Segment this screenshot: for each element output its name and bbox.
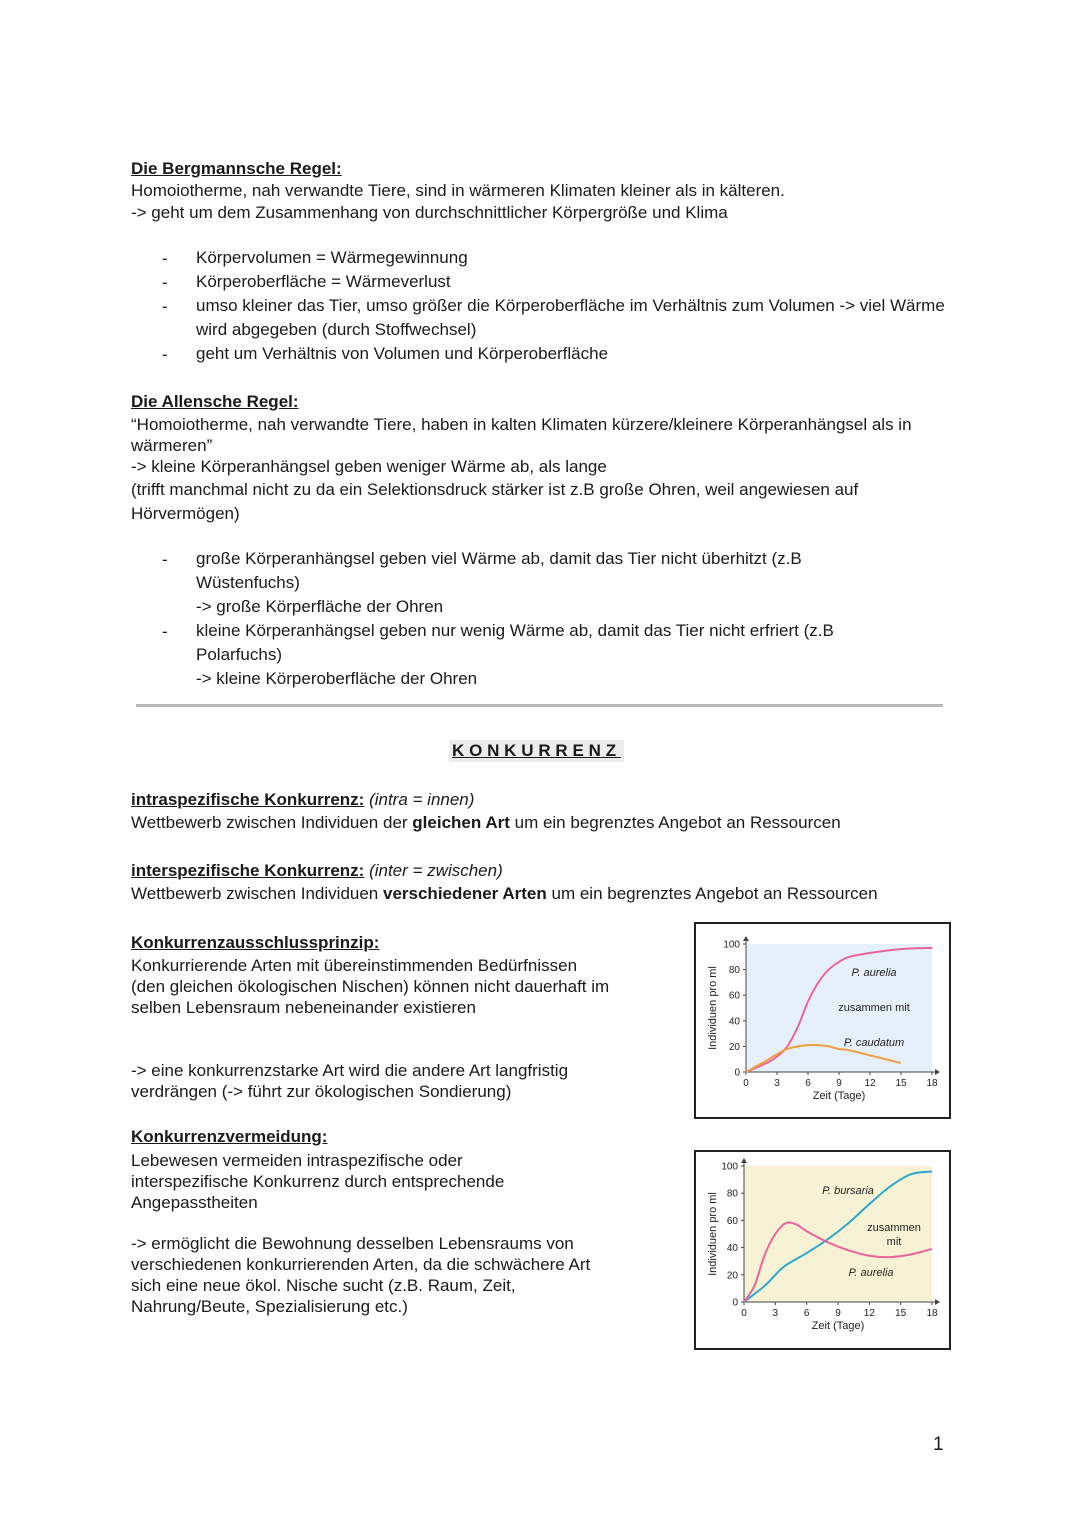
x-tick-label: 0 bbox=[741, 1308, 747, 1319]
inter-note: (inter = zwischen) bbox=[369, 861, 503, 880]
y-tick-label: 0 bbox=[734, 1067, 740, 1079]
x-tick-label: 12 bbox=[863, 1308, 875, 1319]
intra-text: um ein begrenztes Angebot an Ressourcen bbox=[509, 813, 841, 832]
x-tick-label: 15 bbox=[895, 1308, 907, 1319]
chart-annotation: zusammen mit bbox=[838, 1002, 910, 1014]
x-axis-label: Zeit (Tage) bbox=[812, 1090, 866, 1102]
allen-bullet: große Körperanhängsel geben viel Wärme ab, damit das Tier nicht überhitzt (z.B Wüstenfuchs) bbox=[196, 549, 802, 592]
allen-bullet-sub: -> kleine Körperoberfläche der Ohren bbox=[196, 669, 478, 688]
bergmann-line2: -> geht um dem Zusammenhang von durchschnittlicher Körpergröße und Klima bbox=[131, 203, 728, 222]
intra-note: (intra = innen) bbox=[369, 790, 475, 809]
bullet-dash: - bbox=[162, 550, 168, 569]
x-tick-label: 0 bbox=[743, 1078, 749, 1089]
bergmann-heading: Die Bergmannsche Regel: bbox=[131, 159, 342, 178]
y-tick-label: 60 bbox=[728, 990, 740, 1002]
y-axis-arrow bbox=[743, 936, 749, 941]
bullet-dash: - bbox=[162, 297, 168, 316]
chart-annotation: zusammen mit bbox=[867, 1222, 921, 1248]
vermeidung-text: Lebewesen vermeiden intraspezifische oder interspezifische Konkurrenz durch entsprechende Angepasstheiten bbox=[131, 1151, 505, 1212]
allen-line2: -> kleine Körperanhängsel geben weniger Wärme ab, als lange bbox=[131, 457, 607, 476]
x-axis-arrow bbox=[935, 1299, 940, 1305]
bergmann-bullet: Körpervolumen = Wärmegewinnung bbox=[196, 248, 468, 267]
bullet-dash: - bbox=[162, 249, 168, 268]
x-tick-label: 18 bbox=[926, 1308, 938, 1319]
chart-annotation: P. aurelia bbox=[848, 1267, 894, 1279]
y-tick-label: 40 bbox=[728, 1016, 740, 1028]
allen-bullet-sub: -> große Körperfläche der Ohren bbox=[196, 597, 444, 616]
x-axis-arrow bbox=[935, 1069, 940, 1075]
bergmann-bullet: geht um Verhältnis von Volumen und Körperoberfläche bbox=[196, 344, 609, 363]
chart-annotation: P. caudatum bbox=[843, 1037, 905, 1049]
y-tick-label: 40 bbox=[726, 1243, 738, 1255]
inter-bold: verschiedener Arten bbox=[383, 884, 547, 903]
chart-aurelia-caudatum bbox=[694, 922, 951, 1119]
y-axis-label: Individuen pro ml bbox=[707, 966, 719, 1050]
horizontal-divider bbox=[136, 704, 943, 707]
intra-bold: gleichen Art bbox=[412, 813, 510, 832]
bullet-dash: - bbox=[162, 345, 168, 364]
inter-text: um ein begrenztes Angebot an Ressourcen bbox=[546, 884, 878, 903]
y-tick-label: 20 bbox=[728, 1041, 740, 1053]
x-tick-label: 15 bbox=[895, 1078, 907, 1089]
x-tick-label: 9 bbox=[835, 1308, 841, 1319]
section-title: KONKURRENZ bbox=[449, 740, 624, 762]
y-axis-arrow bbox=[741, 1158, 747, 1163]
inter-definition bbox=[131, 883, 991, 904]
vermeidung-arrow: -> ermöglicht die Bewohnung desselben Lebensraums von verschiedenen konkurrierenden Arten, da die schwächere Art sich eine neue ökol. Nische sucht (z.B. Raum, Zeit, Nahrung/Beute, Spezialisierung etc.) bbox=[131, 1234, 591, 1316]
x-tick-label: 3 bbox=[774, 1078, 780, 1089]
inter-definition-heading bbox=[131, 860, 951, 881]
x-tick-label: 6 bbox=[805, 1078, 811, 1089]
bergmann-line1: Homoiotherme, nah verwandte Tiere, sind in wärmeren Klimaten kleiner als in kälteren. bbox=[131, 181, 785, 200]
y-tick-label: 80 bbox=[728, 965, 740, 977]
page-number: 1 bbox=[933, 1434, 944, 1455]
intra-definition-heading bbox=[131, 789, 951, 810]
chart-annotation: P. bursaria bbox=[822, 1185, 874, 1197]
vermeidung-heading: Konkurrenzvermeidung: bbox=[131, 1127, 328, 1146]
inter-text: Wettbewerb zwischen Individuen bbox=[131, 884, 383, 903]
allen-heading: Die Allensche Regel: bbox=[131, 392, 299, 411]
chart-annotation: P. aurelia bbox=[851, 967, 897, 979]
allen-line3: (trifft manchmal nicht zu da ein Selektionsdruck stärker ist z.B große Ohren, weil angewiesen auf Hörvermögen) bbox=[131, 480, 859, 523]
bullet-dash: - bbox=[162, 622, 168, 641]
allen-bullet: kleine Körperanhängsel geben nur wenig Wärme ab, damit das Tier nicht erfriert (z.B Polarfuchs) bbox=[196, 621, 834, 664]
y-tick-label: 20 bbox=[726, 1270, 738, 1282]
y-axis-label: Individuen pro ml bbox=[707, 1192, 719, 1276]
y-tick-label: 60 bbox=[726, 1215, 738, 1227]
y-tick-label: 0 bbox=[732, 1297, 738, 1309]
x-tick-label: 6 bbox=[803, 1308, 810, 1319]
bergmann-bullet: umso kleiner das Tier, umso größer die Körperoberfläche im Verhältnis zum Volumen -> viel Wärme wird abgegeben (durch Stoffwechsel) bbox=[196, 296, 945, 339]
ausschluss-heading: Konkurrenzausschlussprinzip: bbox=[131, 933, 380, 952]
ausschluss-arrow: -> eine konkurrenzstarke Art wird die andere Art langfristig verdrängen (-> führt zur ökologischen Sondierung) bbox=[131, 1061, 569, 1101]
x-tick-label: 9 bbox=[836, 1078, 842, 1089]
inter-heading: interspezifische Konkurrenz: bbox=[131, 861, 365, 880]
chart-bursaria-aurelia bbox=[694, 1150, 951, 1350]
bergmann-bullet: Körperoberfläche = Wärmeverlust bbox=[196, 272, 451, 291]
ausschluss-text: Konkurrierende Arten mit übereinstimmenden Bedürfnissen (den gleichen ökologischen Nischen) können nicht dauerhaft im selben Lebensraum nebeneinander existieren bbox=[131, 956, 610, 1017]
intra-heading: intraspezifische Konkurrenz: bbox=[131, 790, 365, 809]
chart-svg bbox=[696, 1152, 949, 1348]
intra-text: Wettbewerb zwischen Individuen der bbox=[131, 813, 413, 832]
x-axis-label: Zeit (Tage) bbox=[811, 1320, 865, 1332]
bullet-dash: - bbox=[162, 273, 168, 292]
x-tick-label: 12 bbox=[864, 1078, 876, 1089]
chart-svg bbox=[696, 924, 949, 1117]
allen-line1: “Homoiotherme, nah verwandte Tiere, haben in kalten Klimaten kürzere/kleinere Körperanhängsel als in wärmeren” bbox=[131, 415, 912, 455]
y-tick-label: 100 bbox=[723, 939, 740, 951]
x-tick-label: 18 bbox=[926, 1078, 938, 1089]
y-tick-label: 80 bbox=[726, 1188, 738, 1200]
intra-definition bbox=[131, 812, 991, 833]
y-tick-label: 100 bbox=[721, 1161, 738, 1173]
x-tick-label: 3 bbox=[772, 1308, 779, 1319]
